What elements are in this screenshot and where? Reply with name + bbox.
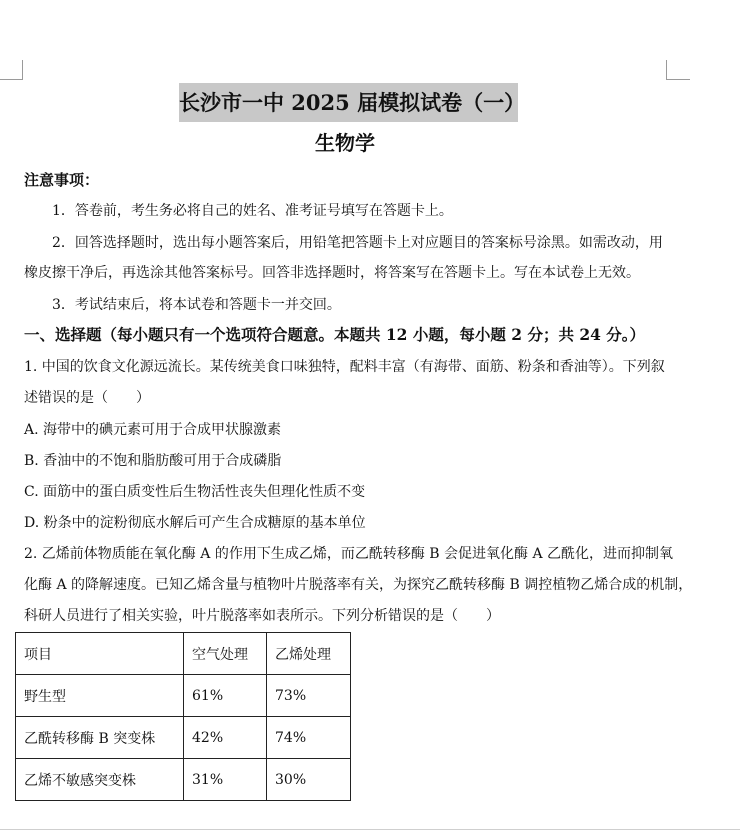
question-1-line-1: 1. 中国的饮食文化源远流长。某传统美食口味独特，配料丰富（有海带、面筋、粉条和香油等）。下列叙 [24, 359, 665, 375]
exam-subject: 生物学 [315, 131, 375, 155]
table-row [16, 759, 351, 801]
page-corner-mark-left [22, 60, 23, 80]
notes-heading: 注意事项： [24, 171, 100, 189]
note-1: 1．答卷前，考生务必将自己的姓名、准考证号填写在答题卡上。 [52, 203, 453, 219]
question-1-option-a: A. 海带中的碘元素可用于合成甲状腺激素 [24, 422, 282, 438]
table-header-row [16, 633, 351, 675]
note-2-line-2: 橡皮擦干净后，再选涂其他答案标号。回答非选择题时，将答案写在答题卡上。写在本试卷上无效。 [24, 265, 640, 281]
page-corner-mark-left-h [0, 79, 22, 80]
question-1-option-b: B. 香油中的不饱和脂肪酸可用于合成磷脂 [24, 453, 282, 469]
question-2-line-1: 2. 乙烯前体物质能在氧化酶 A 的作用下生成乙烯，而乙酰转移酶 B 会促进氧化酶 A 乙酰化，进而抑制氧 [24, 546, 674, 562]
question-1-line-2: 述错误的是（ ） [24, 390, 150, 406]
table-cell: 73% [267, 675, 351, 717]
page-corner-mark-right-h [666, 79, 690, 80]
page-corner-mark-right [666, 60, 667, 80]
note-2-line-1: 2．回答选择题时，选出每小题答案后，用铅笔把答题卡上对应题目的答案标号涂黑。如需改动，用 [52, 235, 663, 251]
table-cell: 61% [184, 675, 267, 717]
question-2-line-2: 化酶 A 的降解速度。已知乙烯含量与植物叶片脱落率有关，为探究乙酰转移酶 B 调控植物乙烯合成的机制， [24, 577, 693, 593]
question-2-line-3: 科研人员进行了相关实验，叶片脱落率如表所示。下列分析错误的是（ ） [24, 608, 500, 624]
exam-title[interactable]: 长沙市一中 2025 届模拟试卷（一） [179, 83, 518, 122]
table-cell: 乙酰转移酶 B 突变株 [16, 717, 184, 759]
table-cell: 42% [184, 717, 267, 759]
table-cell: 31% [184, 759, 267, 801]
table-header-cell: 空气处理 [184, 633, 267, 675]
page-bottom-divider [0, 829, 740, 830]
leaf-abscission-table [15, 632, 351, 801]
table-cell: 野生型 [16, 675, 184, 717]
table-row [16, 675, 351, 717]
table-cell: 30% [267, 759, 351, 801]
note-3: 3．考试结束后，将本试卷和答题卡一并交回。 [52, 297, 341, 313]
table-row [16, 717, 351, 759]
table-cell: 74% [267, 717, 351, 759]
question-1-option-d: D. 粉条中的淀粉彻底水解后可产生合成糖原的基本单位 [24, 515, 366, 531]
question-1-option-c: C. 面筋中的蛋白质变性后生物活性丧失但理化性质不变 [24, 484, 366, 500]
table-cell: 乙烯不敏感突变株 [16, 759, 184, 801]
table-header-cell: 乙烯处理 [267, 633, 351, 675]
table-header-cell: 项目 [16, 633, 184, 675]
section-heading: 一、选择题（每小题只有一个选项符合题意。本题共 12 小题，每小题 2 分；共 24 分。） [24, 325, 646, 344]
